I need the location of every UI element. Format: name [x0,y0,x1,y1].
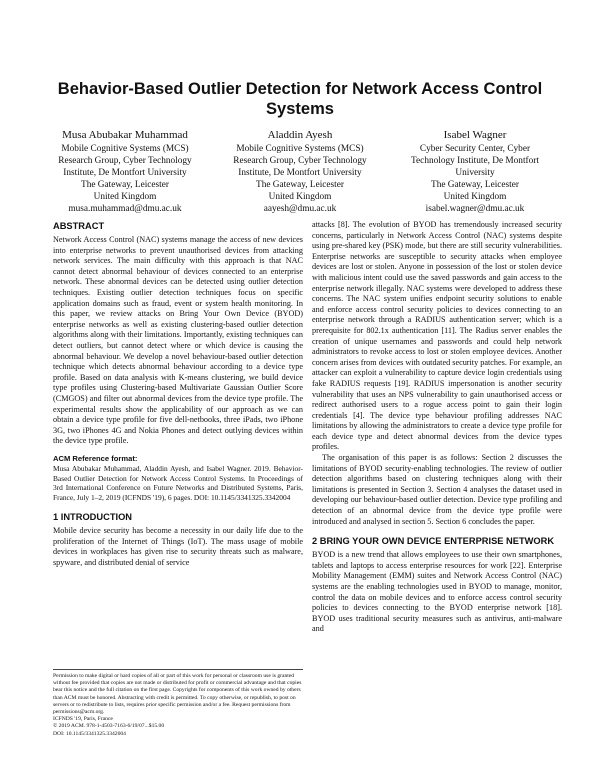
affiliation-line: Research Group, Cyber Technology [58,156,192,166]
author-block [40,128,560,215]
acm-reference-heading: ACM Reference format: [53,453,138,463]
affiliation-line: Cyber Security Center, Cyber [419,144,531,154]
affiliation-line: University [455,168,495,178]
left-column [53,220,303,568]
abstract-text: Network Access Control (NAC) systems manage the access of new devices into enterprise networks to prevent unauthorised devices from attacking network services. The main difficulty with this approach is that NAC cannot detect abnormal behaviour of devices connected to an enterprise network. These abnormal devices can be detected using outlier detection techniques. Existing outlier detection techniques focus on specific application domains such as fraud, event or system health monitoring. In this paper, we review attacks on Bring Your Own Device (BYOD) enterprise networks as well as existing clustering-based outlier detection algorithms along with their limitations. Importantly, existing techniques can detect outliers, but cannot detect where or which device is causing the abnormal behaviour. We develop a novel behaviour-based outlier detection technique which detects abnormal behaviour according to a device type profile. Based on data analysis with K-means clustering, we build device type profiles using Clustering-based Multivariate Gaussian Outlier Score (CMGOS) and filter out abnormal devices from the device type profile. The experimental results show the applicability of our approach as we can obtain a device type profile for five dell-netbooks, three iPads, two iPhone 3G, two iPhones 4G and Nokia Phones and detect outlying devices within the device type profile. [53,235,303,446]
author-1 [40,128,210,215]
section-2-heading: 2 BRING YOUR OWN DEVICE ENTERPRISE NETWORK [312,536,555,547]
abstract-heading: ABSTRACT [53,221,105,231]
introduction-text: Mobile device security has become a necessity in our daily life due to the proliferation of the Internet of Things (IoT). The mass usage of mobile devices in workplaces has given rise to security threats such as malware, spyware, and distributed denial of service [53,526,303,567]
affiliation-line: Research Group, Cyber Technology [233,156,367,166]
author-email: musa.muhammad@dmu.ac.uk [68,204,182,214]
section-2-text: BYOD is a new trend that allows employees to use their own smartphones, tablets and laptops to access enterprise resources for work [22]. Enterprise Mobility Management (EMM) suites and Network Access Control (NAC) systems are the enabling technologies used in BYOD to manage, monitor, control the data on mobile devices and to enforce access control security policies to devices connecting to the BYOD enterprise network [18]. BYOD uses traditional security measures such as antivirus, anti-malware and [312,550,562,634]
paper-title: Behavior-Based Outlier Detection for Network Access Control Systems [57,80,543,118]
body-paragraph: The organisation of this paper is as follows: Section 2 discusses the limitations of BYOD security-enabling technologies. The review of outlier detection algorithms based on clustering techniques along with their limitations is presented in Section 3. Section 4 analyses the dataset used in developing our behaviour-based outlier detection. Device type profiling and detection of an abnormal device from the device type profile were introduced and analysed in section 5. Section 6 concludes the paper. [312,453,562,526]
affiliation-line: Institute, De Montfort University [63,168,187,178]
introduction-heading: 1 INTRODUCTION [53,512,133,523]
author-name: Musa Abubakar Muhammad [62,129,188,141]
author-email: isabel.wagner@dmu.ac.uk [425,204,525,214]
conference-line: ICFNDS '19, Paris, France [53,716,113,723]
affiliation-line: Mobile Cognitive Systems (MCS) [61,144,189,154]
author-3 [390,128,560,215]
affiliation-line: Mobile Cognitive Systems (MCS) [236,144,364,154]
author-email: aayesh@dmu.ac.uk [263,204,337,214]
author-name: Aladdin Ayesh [267,129,333,141]
acm-reference-text: Musa Abubakar Muhammad, Aladdin Ayesh, and Isabel Wagner. 2019. Behavior-Based Outlier Detection for Network Access Control Systems. In Proceedings of 3rd International Conference on Future Networks and Distributed Systems, Paris, France, July 1–2, 2019 (ICFNDS '19), 6 pages. DOI: 10.1145/3341325.3342004 [53,463,303,503]
affiliation-line: Technology Institute, De Montfort [411,156,539,166]
affiliation-line: United Kingdom [93,192,157,202]
doi-line: DOI: 10.1145/3341325.3342004 [53,730,126,737]
affiliation-line: The Gateway, Leicester [81,180,169,190]
affiliation-line: United Kingdom [268,192,332,202]
author-2 [215,128,385,215]
copyright-footnote [53,669,303,738]
author-name: Isabel Wagner [443,129,507,141]
right-column [312,220,562,635]
affiliation-line: Institute, De Montfort University [238,168,362,178]
body-paragraph: attacks [8]. The evolution of BYOD has tremendously increased security concerns, particularly in Network Access Control (NAC) systems despite using pre-shared key (PSK) mode, but there are still security vulnerabilities. Enterprise networks are susceptible to security attacks when employee devices are lost or stolen. Anyone in possession of the lost or stolen device with malicious intent could use the saved passwords and gain access to the enterprise network illegally. NAC systems were developed to address these concerns. The NAC system unifies endpoint security solutions to enable and enforce access control security policies to devices connecting to an enterprise network through a RADIUS authentication server; which is a prerequisite for 802.1x authentication [11]. The Radius server enables the creation of unique usernames and passwords and could help network administrators to revoke access to lost or stolen employee devices. Another concern arises from devices with outdated security patches. For example, an attacker can exploit a vulnerability to capture device login credentials using fake RADIUS requests [19]. RADIUS impersonation is another security vulnerability that uses an NPS vulnerability to gain unauthorised access or redirect authorised users to a rogue access point to gain their login credentials [4]. The device type behaviour profiling addresses NAC limitations by allowing the administrators to create a device type profile for each device type and detect abnormal devices from the device types profiles. [312,220,562,452]
copyright-line: © 2019 ACM. 978-1-4503-7163-6/19/07...$15.00 [53,723,165,730]
affiliation-line: The Gateway, Leicester [256,180,344,190]
affiliation-line: United Kingdom [443,192,507,202]
permission-notice: Permission to make digital or hard copies of all or part of this work for personal or classroom use is granted without fee provided that copies are not made or distributed for profit or commercial advantage and that copies bear this notice and the full citation on the first page. Copyrights for components of this work owned by others than ACM must be honored. Abstracting with credit is permitted. To copy otherwise, or republish, to post on servers or to redistribute to lists, requires prior specific permission and/or a fee. Request permissions from permissions@acm.org. [53,673,302,716]
affiliation-line: The Gateway, Leicester [431,180,519,190]
